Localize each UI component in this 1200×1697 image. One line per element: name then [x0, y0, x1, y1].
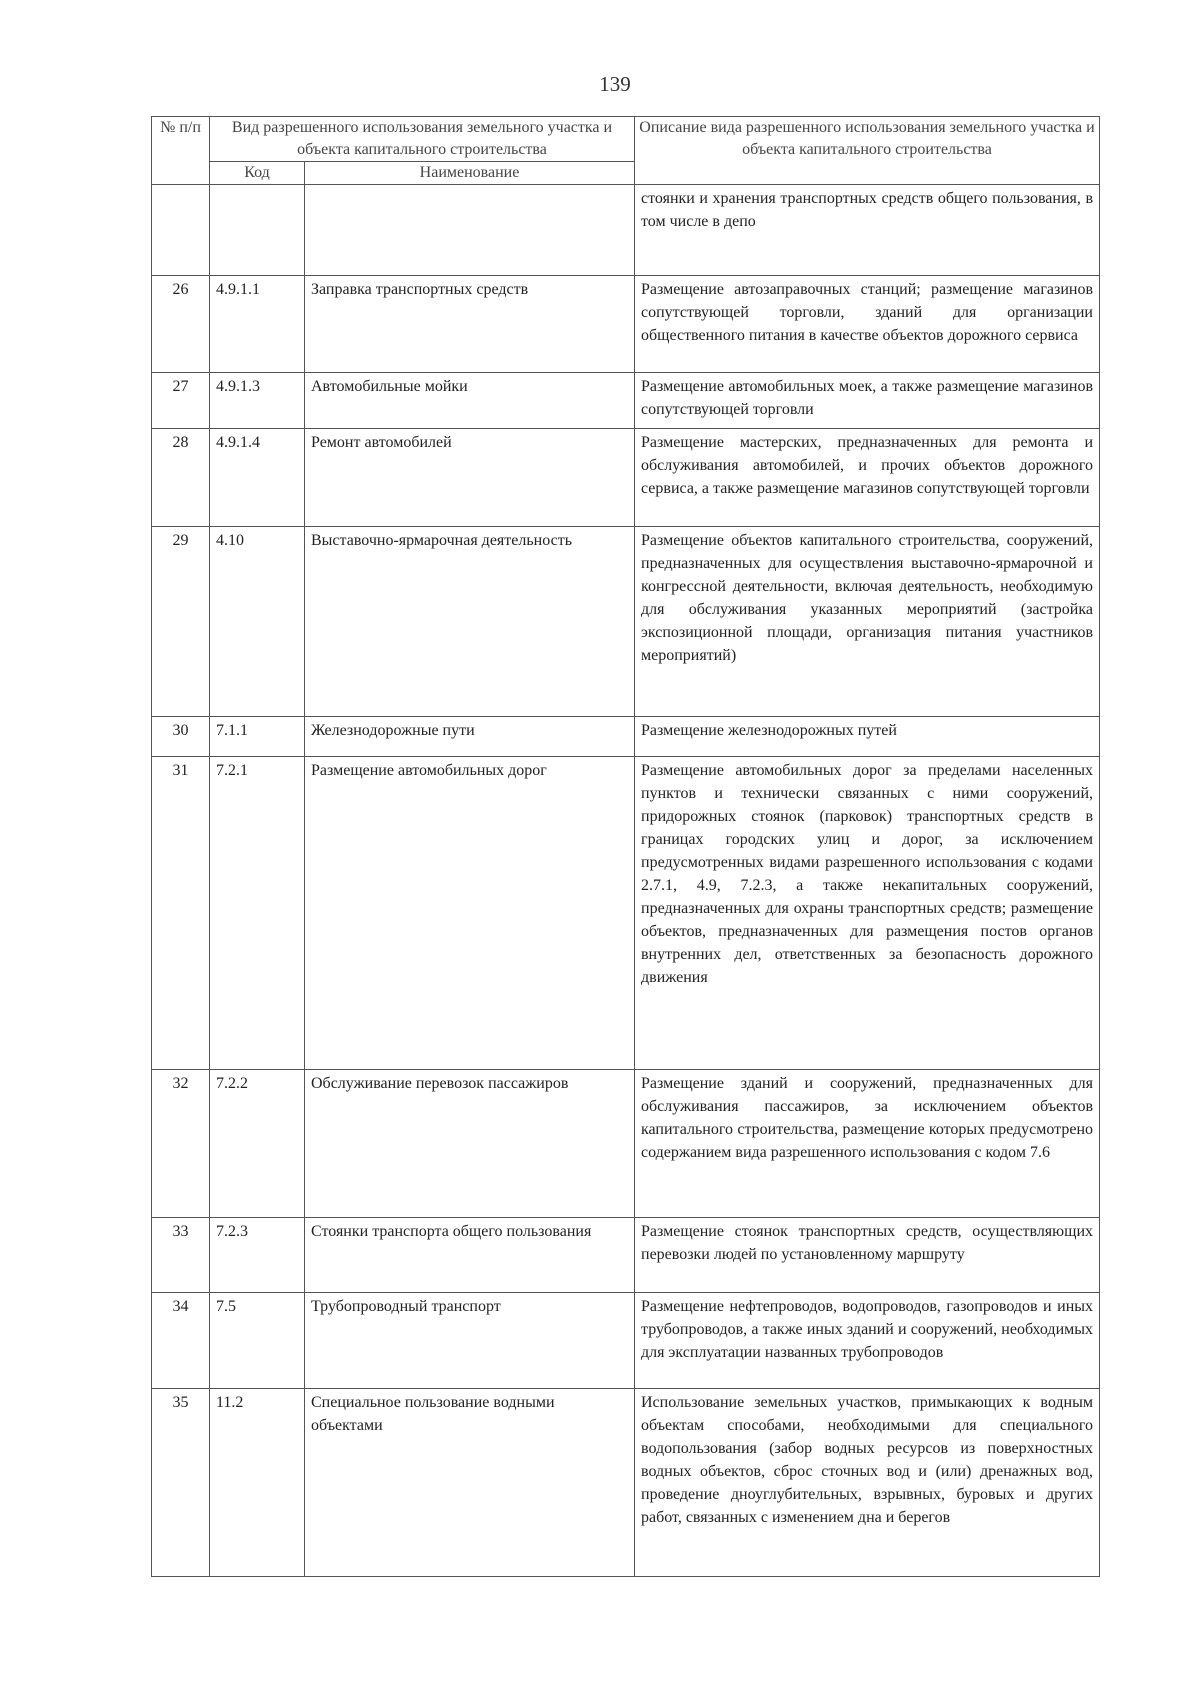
- row-name: Размещение автомобильных дорог: [305, 757, 635, 1070]
- row-name: Выставочно-ярмарочная деятельность: [305, 527, 635, 717]
- row-code: 11.2: [210, 1389, 305, 1577]
- header-description: Описание вида разрешенного использования земельного участка и объекта капитального строительства: [635, 117, 1100, 185]
- header-code: Код: [210, 162, 305, 185]
- row-description: стоянки и хранения транспортных средств общего пользования, в том числе в депо: [635, 185, 1100, 276]
- table-row: [152, 373, 1100, 429]
- row-code: [210, 185, 305, 276]
- row-name: Ремонт автомобилей: [305, 429, 635, 527]
- row-description: Размещение автомобильных моек, а также размещение магазинов сопутствующей торговли: [635, 373, 1100, 429]
- table-row: [152, 185, 1100, 276]
- land-use-table: [151, 116, 1100, 1577]
- header-name: Наименование: [305, 162, 635, 185]
- table-row: [152, 1389, 1100, 1577]
- row-num: 33: [152, 1218, 210, 1293]
- header-num: № п/п: [152, 117, 210, 185]
- row-description: Размещение автозаправочных станций; размещение магазинов сопутствующей торговли, зданий для организации общественного питания в качестве объектов дорожного сервиса: [635, 276, 1100, 373]
- row-name: Трубопроводный транспорт: [305, 1293, 635, 1389]
- row-description: Размещение железнодорожных путей: [635, 717, 1100, 757]
- row-num: 35: [152, 1389, 210, 1577]
- row-description: Размещение объектов капитального строительства, сооружений, предназначенных для осуществления выставочно-ярмарочной и конгрессной деятельности, включая деятельность, необходимую для обслуживания указанных мероприятий (застройка экспозиционной площади, организация питания участников мероприятий): [635, 527, 1100, 717]
- row-description: Размещение нефтепроводов, водопроводов, газопроводов и иных трубопроводов, а также иных зданий и сооружений, необходимых для эксплуатации названных трубопроводов: [635, 1293, 1100, 1389]
- row-name: Обслуживание перевозок пассажиров: [305, 1070, 635, 1218]
- table-row: [152, 1293, 1100, 1389]
- row-name: Железнодорожные пути: [305, 717, 635, 757]
- row-name: Заправка транспортных средств: [305, 276, 635, 373]
- table-row: [152, 717, 1100, 757]
- row-code: 7.1.1: [210, 717, 305, 757]
- row-name: [305, 185, 635, 276]
- row-num: 34: [152, 1293, 210, 1389]
- table-row: [152, 1218, 1100, 1293]
- row-code: 7.5: [210, 1293, 305, 1389]
- row-num: 31: [152, 757, 210, 1070]
- row-code: 7.2.1: [210, 757, 305, 1070]
- row-num: 27: [152, 373, 210, 429]
- row-num: [152, 185, 210, 276]
- table-row: [152, 757, 1100, 1070]
- row-code: 4.9.1.1: [210, 276, 305, 373]
- table-row: [152, 429, 1100, 527]
- row-num: 30: [152, 717, 210, 757]
- page-number: 139: [599, 72, 631, 96]
- row-code: 7.2.2: [210, 1070, 305, 1218]
- row-name: Стоянки транспорта общего пользования: [305, 1218, 635, 1293]
- table-row: [152, 276, 1100, 373]
- row-description: Размещение зданий и сооружений, предназначенных для обслуживания пассажиров, за исключением объектов капитального строительства, размещение которых предусмотрено содержанием вида разрешенного использования с кодом 7.6: [635, 1070, 1100, 1218]
- row-code: 4.9.1.4: [210, 429, 305, 527]
- row-num: 29: [152, 527, 210, 717]
- row-description: Использование земельных участков, примыкающих к водным объектам способами, необходимыми для специального водопользования (забор водных ресурсов из поверхностных водных объектов, сброс сточных вод и (или) дренажных вод, проведение дноуглубительных, взрывных, буровых и других работ, связанных с изменением дна и берегов: [635, 1389, 1100, 1577]
- row-description: Размещение мастерских, предназначенных для ремонта и обслуживания автомобилей, и прочих объектов дорожного сервиса, а также размещение магазинов сопутствующей торговли: [635, 429, 1100, 527]
- table-row: [152, 527, 1100, 717]
- row-name: Специальное пользование водными объектами: [305, 1389, 635, 1577]
- row-num: 26: [152, 276, 210, 373]
- table-row: [152, 1070, 1100, 1218]
- row-code: 4.10: [210, 527, 305, 717]
- row-code: 4.9.1.3: [210, 373, 305, 429]
- row-name: Автомобильные мойки: [305, 373, 635, 429]
- row-num: 32: [152, 1070, 210, 1218]
- table-header-row: [152, 117, 1100, 162]
- row-description: Размещение стоянок транспортных средств, осуществляющих перевозки людей по установленному маршруту: [635, 1218, 1100, 1293]
- row-description: Размещение автомобильных дорог за пределами населенных пунктов и технически связанных с ними сооружений, придорожных стоянок (парковок) транспортных средств в границах городских улиц и дорог, за исключением предусмотренных видами разрешенного использования с кодами 2.7.1, 4.9, 7.2.3, а также некапитальных сооружений, предназначенных для охраны транспортных средств; размещение объектов, предназначенных для размещения постов органов внутренних дел, ответственных за безопасность дорожного движения: [635, 757, 1100, 1070]
- row-num: 28: [152, 429, 210, 527]
- row-code: 7.2.3: [210, 1218, 305, 1293]
- header-group: Вид разрешенного использования земельного участка и объекта капитального строительства: [210, 117, 635, 162]
